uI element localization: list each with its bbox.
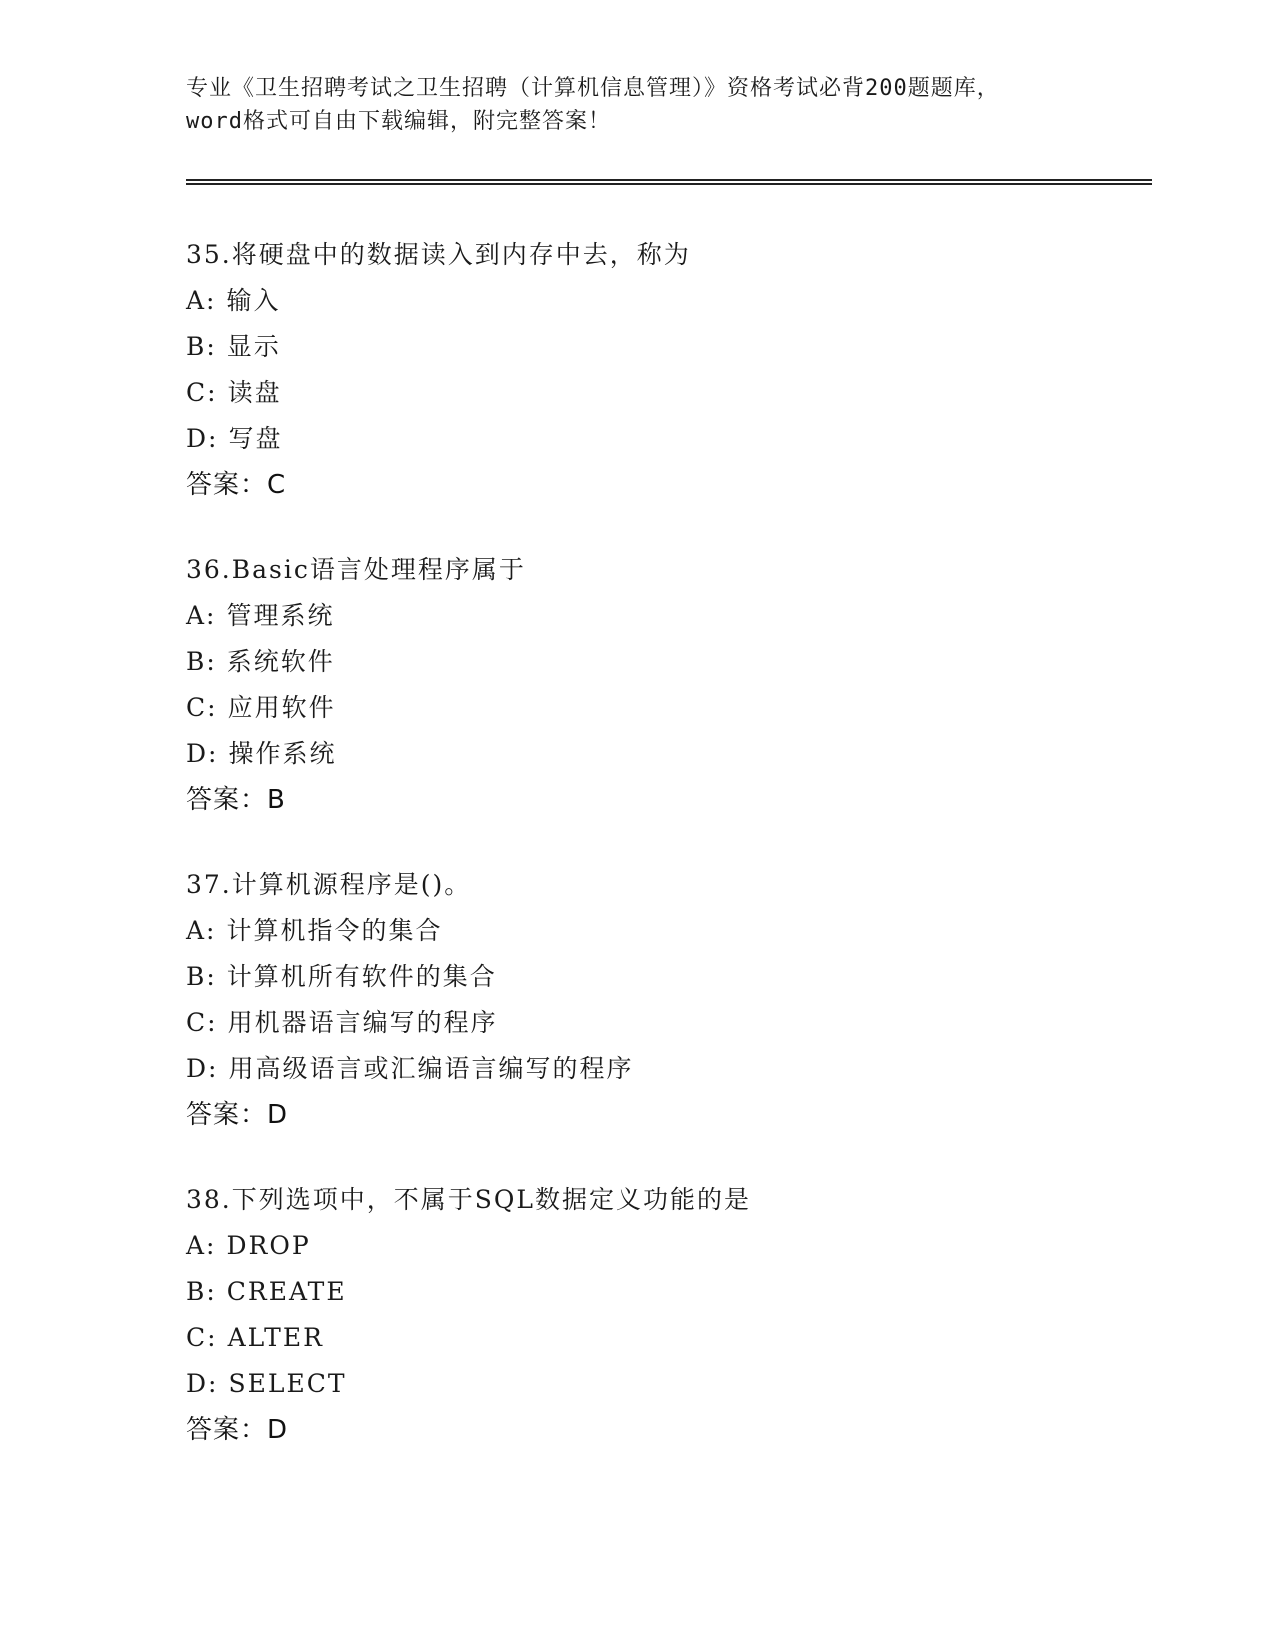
option-text: 系统软件: [226, 647, 335, 676]
option-text: 计算机所有软件的集合: [226, 962, 497, 991]
option-text: 用高级语言或汇编语言编写的程序: [228, 1054, 634, 1083]
option-b: [186, 639, 1186, 685]
question-37: [186, 862, 1186, 1138]
option-d: [186, 731, 1186, 777]
option-d: [186, 1046, 1186, 1092]
option-key: B:: [186, 332, 217, 361]
option-key: C:: [186, 1323, 218, 1352]
option-key: A:: [186, 601, 217, 630]
option-c: [186, 685, 1186, 731]
option-text: 写盘: [228, 424, 283, 453]
option-c: [186, 370, 1186, 416]
header-line-1: 专业《卫生招聘考试之卫生招聘（计算机信息管理）》资格考试必背200题题库，: [186, 76, 1000, 101]
header-line-2: word格式可自由下载编辑，附完整答案！: [186, 109, 611, 134]
option-c: [186, 1000, 1186, 1046]
option-key: C:: [186, 378, 218, 407]
option-d: [186, 1361, 1186, 1407]
header-divider-bottom: [186, 183, 1152, 185]
document-header: [186, 72, 1086, 138]
option-text: 显示: [226, 332, 281, 361]
answer-label: 答案：C: [186, 470, 287, 500]
question-title: 35.将硬盘中的数据读入到内存中去，称为: [186, 240, 691, 269]
option-text: CREATE: [226, 1277, 347, 1306]
answer-label: 答案：D: [186, 1415, 289, 1445]
question-35: [186, 232, 1186, 508]
option-b: [186, 954, 1186, 1000]
option-text: SELECT: [228, 1369, 347, 1398]
option-text: 应用软件: [227, 693, 336, 722]
option-key: B:: [186, 962, 217, 991]
option-a: [186, 1223, 1186, 1269]
header-divider-top: [186, 179, 1152, 181]
question-38: [186, 1177, 1186, 1453]
question-36: [186, 547, 1186, 823]
option-text: 读盘: [227, 378, 282, 407]
answer-label: 答案：B: [186, 785, 286, 815]
option-c: [186, 1315, 1186, 1361]
option-key: D:: [186, 424, 219, 453]
option-a: [186, 278, 1186, 324]
option-a: [186, 908, 1186, 954]
option-d: [186, 416, 1186, 462]
option-text: 管理系统: [226, 601, 335, 630]
option-key: A:: [186, 286, 217, 315]
option-text: 操作系统: [228, 739, 337, 768]
question-title: 37.计算机源程序是()。: [186, 870, 472, 899]
answer-label: 答案：D: [186, 1100, 289, 1130]
question-title: 36.Basic语言处理程序属于: [186, 555, 526, 584]
option-b: [186, 324, 1186, 370]
option-key: B:: [186, 1277, 217, 1306]
option-key: C:: [186, 1008, 218, 1037]
option-key: A:: [186, 916, 217, 945]
option-a: [186, 593, 1186, 639]
option-b: [186, 1269, 1186, 1315]
option-text: DROP: [226, 1231, 311, 1260]
option-text: ALTER: [227, 1323, 324, 1352]
option-text: 用机器语言编写的程序: [227, 1008, 498, 1037]
option-key: D:: [186, 1369, 219, 1398]
option-text: 计算机指令的集合: [226, 916, 443, 945]
option-key: D:: [186, 1054, 219, 1083]
option-key: A:: [186, 1231, 217, 1260]
option-key: D:: [186, 739, 219, 768]
option-text: 输入: [226, 286, 281, 315]
question-title: 38.下列选项中，不属于SQL数据定义功能的是: [186, 1185, 751, 1214]
option-key: B:: [186, 647, 217, 676]
option-key: C:: [186, 693, 218, 722]
